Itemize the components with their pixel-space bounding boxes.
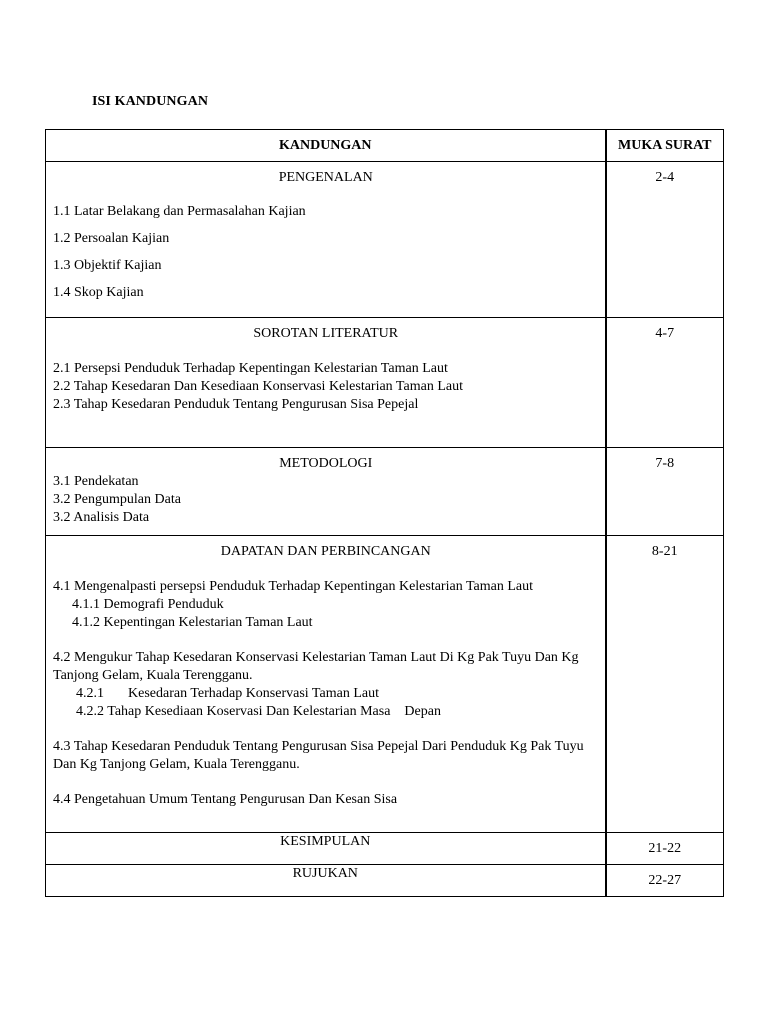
list-item-split	[53, 685, 599, 703]
header-page: MUKA SURAT	[606, 130, 724, 162]
page-range: 2-4	[606, 162, 724, 318]
section-title: SOROTAN LITERATUR	[253, 326, 399, 341]
list-item: 4.3 Tahap Kesedaran Penduduk Tentang Pengurusan Sisa Pepejal Dari Penduduk Kg Pak Tuyu Dan Kg Tanjong Gelam, Kuala Terengganu.	[53, 739, 584, 772]
section-cell	[46, 162, 606, 318]
page-range: 4-7	[606, 318, 724, 448]
list-item: 1.4 Skop Kajian	[53, 285, 144, 300]
page-range: 22-27	[606, 865, 724, 897]
list-item: 2.2 Tahap Kesedaran Dan Kesediaan Konservasi Kelestarian Taman Laut	[53, 379, 463, 394]
list-item: 2.1 Persepsi Penduduk Terhadap Kepentingan Kelestarian Taman Laut	[53, 361, 448, 376]
list-item: 3.2 Pengumpulan Data	[53, 492, 181, 507]
table-row	[46, 833, 724, 865]
section-cell	[46, 318, 606, 448]
list-item: 1.1 Latar Belakang dan Permasalahan Kajian	[53, 204, 306, 219]
sub-item-text: Kesedaran Terhadap Konservasi Taman Laut	[128, 686, 379, 701]
list-item: 4.1.1 Demografi Penduduk	[72, 597, 224, 612]
contents-table	[45, 129, 724, 897]
table-row	[46, 536, 724, 833]
list-item: 4.2.2 Tahap Kesediaan Koservasi Dan Kelestarian Masa Depan	[76, 704, 441, 719]
list-item: 3.1 Pendekatan	[53, 474, 139, 489]
list-item: 3.2 Analisis Data	[53, 510, 150, 525]
section-title: METODOLOGI	[279, 456, 373, 471]
section-cell	[46, 448, 606, 536]
section-title: DAPATAN DAN PERBINCANGAN	[220, 544, 431, 559]
list-item: 4.1 Mengenalpasti persepsi Penduduk Terhadap Kepentingan Kelestarian Taman Laut	[53, 579, 533, 594]
list-item: 4.4 Pengetahuan Umum Tentang Pengurusan Dan Kesan Sisa	[53, 792, 398, 807]
document-title: ISI KANDUNGAN	[92, 94, 209, 109]
table-row	[46, 448, 724, 536]
page-range: 7-8	[606, 448, 724, 536]
list-item: 1.2 Persoalan Kajian	[53, 231, 170, 246]
list-item: 4.2 Mengukur Tahap Kesedaran Konservasi Kelestarian Taman Laut Di Kg Pak Tuyu Dan Kg Tanjong Gelam, Kuala Terengganu.	[53, 650, 579, 683]
header-contents: KANDUNGAN	[46, 130, 606, 162]
list-item: 1.3 Objektif Kajian	[53, 258, 162, 273]
table-row	[46, 162, 724, 318]
table-row	[46, 865, 724, 897]
list-item: 4.1.2 Kepentingan Kelestarian Taman Laut	[72, 615, 313, 630]
section-cell	[46, 536, 606, 833]
page-range: 21-22	[606, 833, 724, 865]
page-range: 8-21	[606, 536, 724, 833]
section-title: RUJUKAN	[46, 865, 606, 897]
list-item: 2.3 Tahap Kesedaran Penduduk Tentang Pengurusan Sisa Pepejal	[53, 397, 419, 412]
table-row	[46, 318, 724, 448]
section-title: PENGENALAN	[278, 170, 373, 185]
sub-item-number: 4.2.1	[76, 686, 104, 701]
table-header-row	[46, 130, 724, 162]
section-title: KESIMPULAN	[46, 833, 606, 865]
